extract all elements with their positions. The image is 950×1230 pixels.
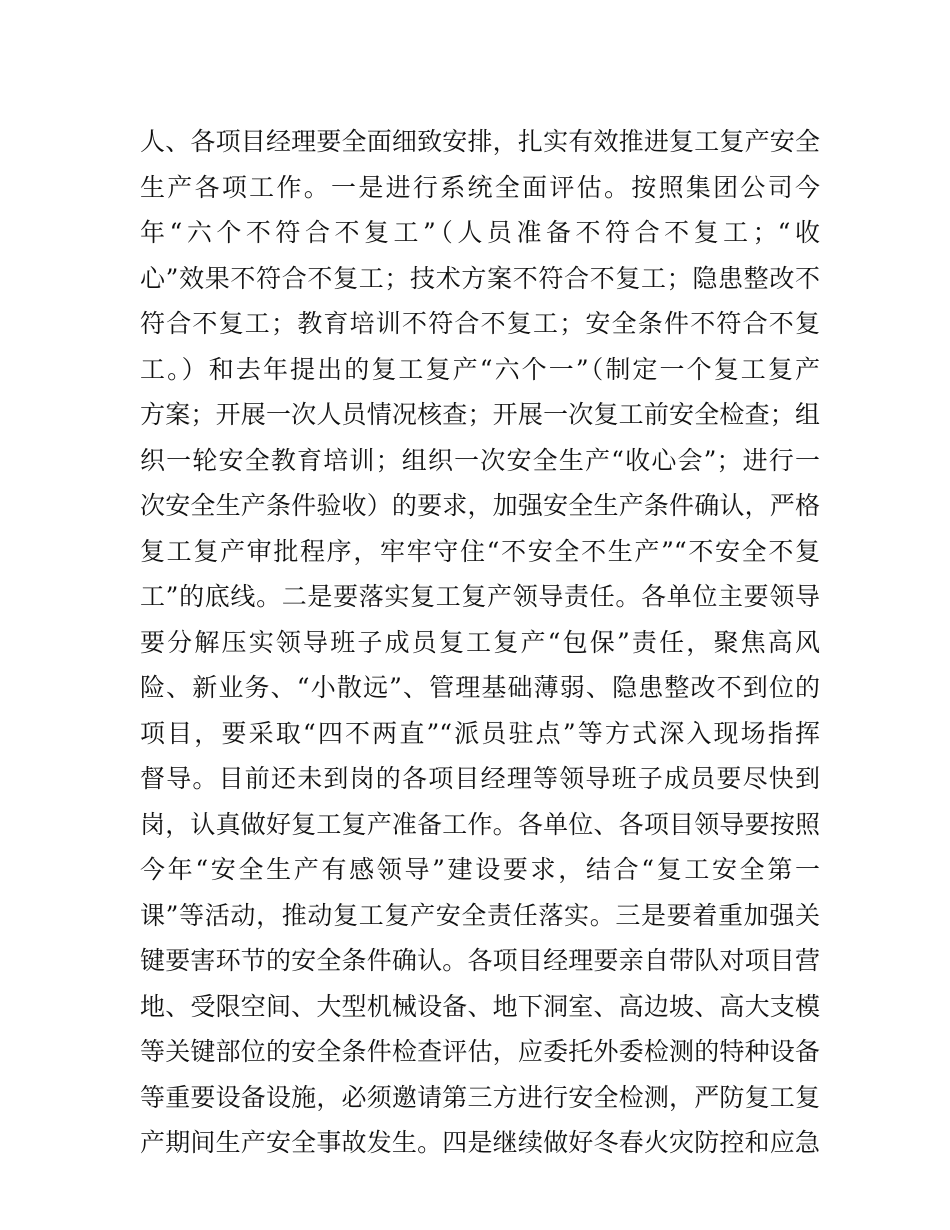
text-line: 今年“安全生产有感领导”建设要求，结合“复工安全第一 [140, 855, 820, 884]
text-line: 符合不复工；教育培训不符合不复工；安全条件不符合不复 [140, 309, 820, 338]
text-line: 工。）和去年提出的复工复产“六个一”（制定一个复工复产 [140, 354, 820, 384]
text-line: 督导。目前还未到岗的各项目经理等领导班子成员要尽快到 [140, 764, 820, 793]
text-line: 险、新业务、“小散远”、管理基础薄弱、隐患整改不到位的 [140, 673, 820, 702]
text-line: 方案；开展一次人员情况核查；开展一次复工前安全检查；组 [140, 400, 820, 429]
text-line: 要分解压实领导班子成员复工复产“包保”责任，聚焦高风 [140, 627, 820, 657]
text-line: 心”效果不符合不复工；技术方案不符合不复工；隐患整改不 [140, 263, 820, 293]
text-line: 键要害环节的安全条件确认。各项目经理要亲自带队对项目营 [140, 946, 820, 975]
text-line: 工”的底线。二是要落实复工复产领导责任。各单位主要领导 [140, 582, 820, 611]
text-line: 等关键部位的安全条件检查评估，应委托外委检测的特种设备 [140, 1037, 820, 1066]
text-line: 人、各项目经理要全面细致安排，扎实有效推进复工复产安全 [140, 127, 820, 156]
text-line: 等重要设备设施，必须邀请第三方进行安全检测，严防复工复 [140, 1082, 820, 1112]
text-line: 复工复产审批程序，牢牢守住“不安全不生产”“不安全不复 [140, 536, 820, 566]
text-line: 产期间生产安全事故发生。四是继续做好冬春火灾防控和应急 [140, 1128, 820, 1157]
text-line: 织一轮安全教育培训；组织一次安全生产“收心会”；进行一 [140, 445, 820, 475]
text-line: 生产各项工作。一是进行系统全面评估。按照集团公司今 [140, 172, 820, 202]
document-body [140, 119, 820, 1166]
text-line: 地、受限空间、大型机械设备、地下洞室、高边坡、高大支模 [140, 991, 820, 1021]
text-line: 年“六个不符合不复工”（人员准备不符合不复工；“收 [140, 218, 820, 247]
text-line: 项目，要采取“四不两直”“派员驻点”等方式深入现场指挥 [140, 718, 820, 748]
text-line: 次安全生产条件验收）的要求，加强安全生产条件确认，严格 [140, 491, 820, 520]
text-line: 岗，认真做好复工复产准备工作。各单位、各项目领导要按照 [140, 809, 820, 839]
text-line: 课”等活动，推动复工复产安全责任落实。三是要着重加强关 [140, 900, 820, 930]
